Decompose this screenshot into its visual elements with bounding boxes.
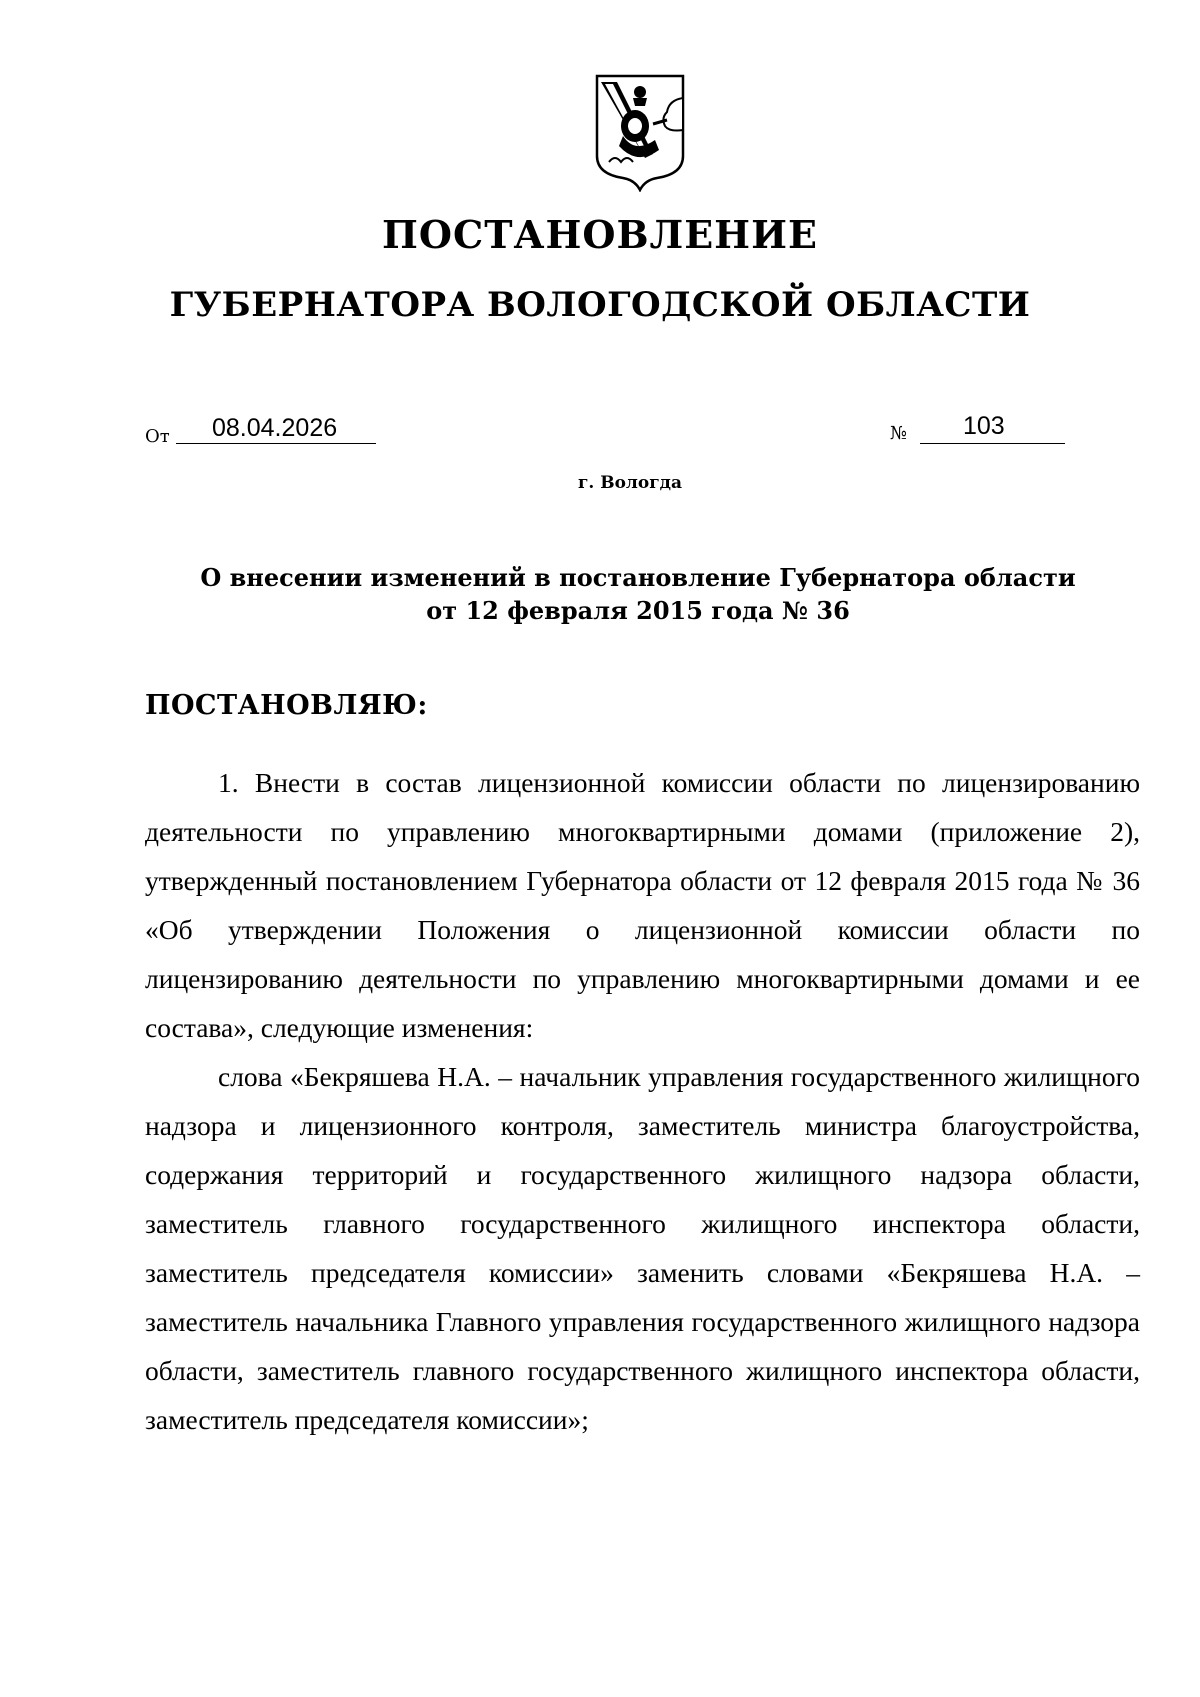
document-title: ПОСТАНОВЛЕНИЕ [382, 212, 818, 257]
date-underline [176, 443, 376, 444]
document-subtitle: ГУБЕРНАТОРА ВОЛОГОДСКОЙ ОБЛАСТИ [169, 285, 1031, 325]
subject-line-2: от 12 февраля 2015 года № 36 [426, 596, 850, 625]
decree-heading: ПОСТАНОВЛЯЮ: [145, 690, 428, 721]
number-value: 103 [963, 412, 1005, 440]
date-label: От [145, 426, 170, 447]
number-underline [920, 443, 1065, 444]
number-label: № [890, 423, 908, 444]
paragraph-2: слова «Бекряшева Н.А. – начальник управления государственного жилищного надзора и лицензионного контроля, заместитель министра благоустройства, содержания территорий и государственного жилищного надзора области, заместитель главного государственного жилищного инспектора области, заместитель председателя комиссии» заменить словами «Бекряшева Н.А. – заместитель начальника Главного управления государственного жилищного надзора области, заместитель главного государственного жилищного инспектора области, заместитель председателя комиссии»; [145, 1061, 1140, 1435]
paragraph-1: 1. Внести в состав лицензионной комиссии области по лицензированию деятельности по управлению многоквартирными домами (приложение 2), утвержденный постановлением Губернатора области от 12 февраля 2015 года № 36 «Об утверждении Положения о лицензионной комиссии области по лицензированию деятельности по управлению многоквартирными домами и ее состава», следующие изменения: [145, 767, 1140, 1043]
subject-line-1: О внесении изменений в постановление Губернатора области [200, 563, 1076, 592]
document-body [145, 758, 1140, 1444]
city-label: г. Вологда [577, 473, 683, 493]
date-value: 08.04.2026 [212, 414, 338, 442]
vologda-coat-of-arms-icon [595, 74, 685, 192]
